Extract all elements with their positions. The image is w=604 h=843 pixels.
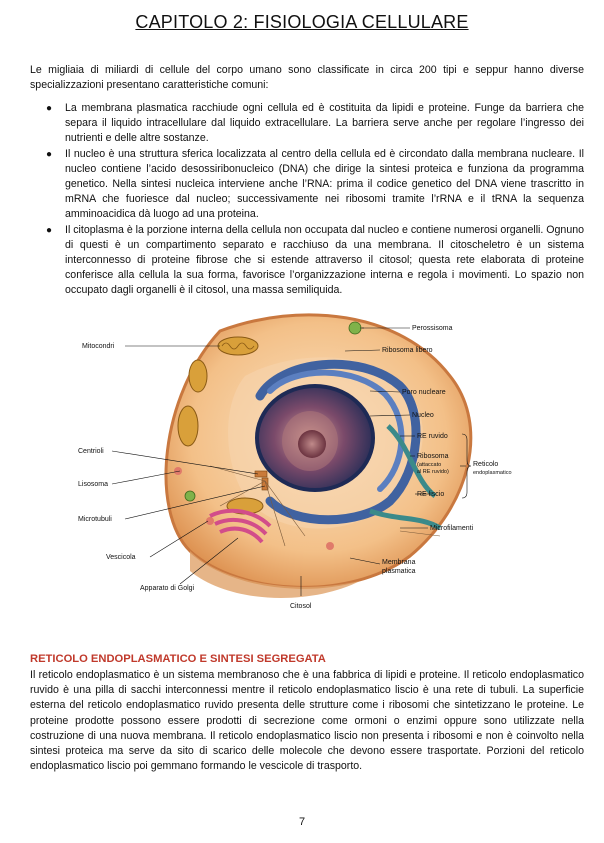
bullet-list (30, 101, 584, 299)
list-item (30, 101, 584, 147)
list-item (30, 223, 584, 299)
label-lisosoma: Lisosoma (78, 481, 108, 488)
bullet-icon: ● (46, 224, 53, 236)
bullet-text: Il citoplasma è la porzione interna della cellula non occupata dal nucleo e contiene numerosi organelli. Ognuno di questi è un compartimento separato e racchiuso da una membrana. Il citoscheletro è un sistema interconnesso di proteine fibrose che si estende attraverso il citosol; questa rete elaborata di proteine conferisce alla cellula la sua forma, favorisce l’organizzazione interna e regola i movimenti. Lo spazio non occupato dagli organelli è il citosol, una massa semiliquida. (65, 223, 584, 297)
label-ribosoma: Ribosoma (417, 453, 449, 460)
page-number: 7 (298, 816, 306, 828)
bullet-text: La membrana plasmatica racchiude ogni cellula ed è costituita da lipidi e proteine. Funge da barriera che separa il liquido intracellulare dal liquido extracellulare. La barriera serve anche per regolare l’ingresso dei nutrienti e delle altre sostanze. (65, 102, 584, 145)
label-membrana-2: plasmatica (382, 568, 416, 575)
label-poro-nucleare: Poro nucleare (402, 389, 446, 396)
intro-paragraph: Le migliaia di miliardi di cellule del corpo umano sono classificate in circa 200 tipi e seppur hanno diverse specializzazioni presentano caratteristiche comuni: (30, 64, 584, 92)
section-title: RETICOLO ENDOPLASMATICO E SINTESI SEGREGATA (30, 653, 326, 665)
label-citosol: Citosol (290, 603, 312, 610)
section-paragraph: Il reticolo endoplasmatico è un sistema membranoso che è una fabbrica di lipidi e proteine. Il reticolo endoplasmatico ruvido è una pilla di sacchi interconnessi mentre il reticolo endoplasmatico liscio è una rete di tubuli. La superficie esterna del reticolo endoplasmatico ruvido presenta delle strutture come i ribosomi che sintetizzano le proteine. Le proteine prodotte possono essere prodotti di secrezione come ormoni o enzimi oppure sono utilizzate nella costruzione di una nuova membrana. Il reticolo endoplasmatico liscio non presenta i ribosomi e non è coinvolto nella sintesi proteica ma serve da sito di scarico delle molecole che devono essere trasportate. Porzioni del reticolo endoplasmatico liscio poi gemmano formando le vescicole di trasporto. (30, 669, 584, 773)
label-re-liscio: RE liscio (417, 491, 445, 498)
label-mitocondri: Mitocondri (82, 343, 115, 350)
cell-diagram (70, 306, 530, 616)
nucleus (257, 386, 373, 490)
label-perossisoma: Perossisoma (412, 325, 453, 332)
label-nucleo: Nucleo (412, 412, 434, 419)
label-microfilamenti: Microfilamenti (430, 525, 474, 532)
label-reticolo-1: Reticolo (473, 461, 499, 468)
label-vescicola: Vescicola (106, 554, 136, 561)
label-ribosoma-note-1: (attaccato (417, 462, 442, 468)
label-membrana-1: Membrana (382, 559, 416, 566)
bullet-text: Il nucleo è una struttura sferica localizzata al centro della cellula ed è circondato dalla membrana nucleare. Il nucleo contiene l’acido desossiribonucleico (DNA) che dirige la sintesi proteica e funziona da programma genetico. Nella sintesi nucleica interviene anche l’RNA: prima il codice genetico del DNA viene trascritto in mRNA che fuoriesce dal nucleo; successivamente nei ribosomi tramite l’rRNA e il tRNA la sequenza amminoacidica dà luogo ad una proteina. (65, 147, 584, 221)
label-golgi: Apparato di Golgi (140, 585, 195, 592)
label-centrioli: Centrioli (78, 448, 104, 455)
page-title: CAPITOLO 2: FISIOLOGIA CELLULARE (135, 12, 469, 32)
list-item (30, 147, 584, 223)
bullet-icon: ● (46, 148, 53, 160)
label-reticolo-2: endoplasmatico (473, 470, 512, 476)
label-microtubuli: Microtubuli (78, 516, 112, 523)
label-ribosoma-libero: Ribosoma libero (382, 347, 433, 354)
bullet-icon: ● (46, 103, 53, 114)
label-re-ruvido: RE ruvido (417, 433, 448, 440)
label-ribosoma-note-2: al RE ruvido) (417, 469, 449, 475)
